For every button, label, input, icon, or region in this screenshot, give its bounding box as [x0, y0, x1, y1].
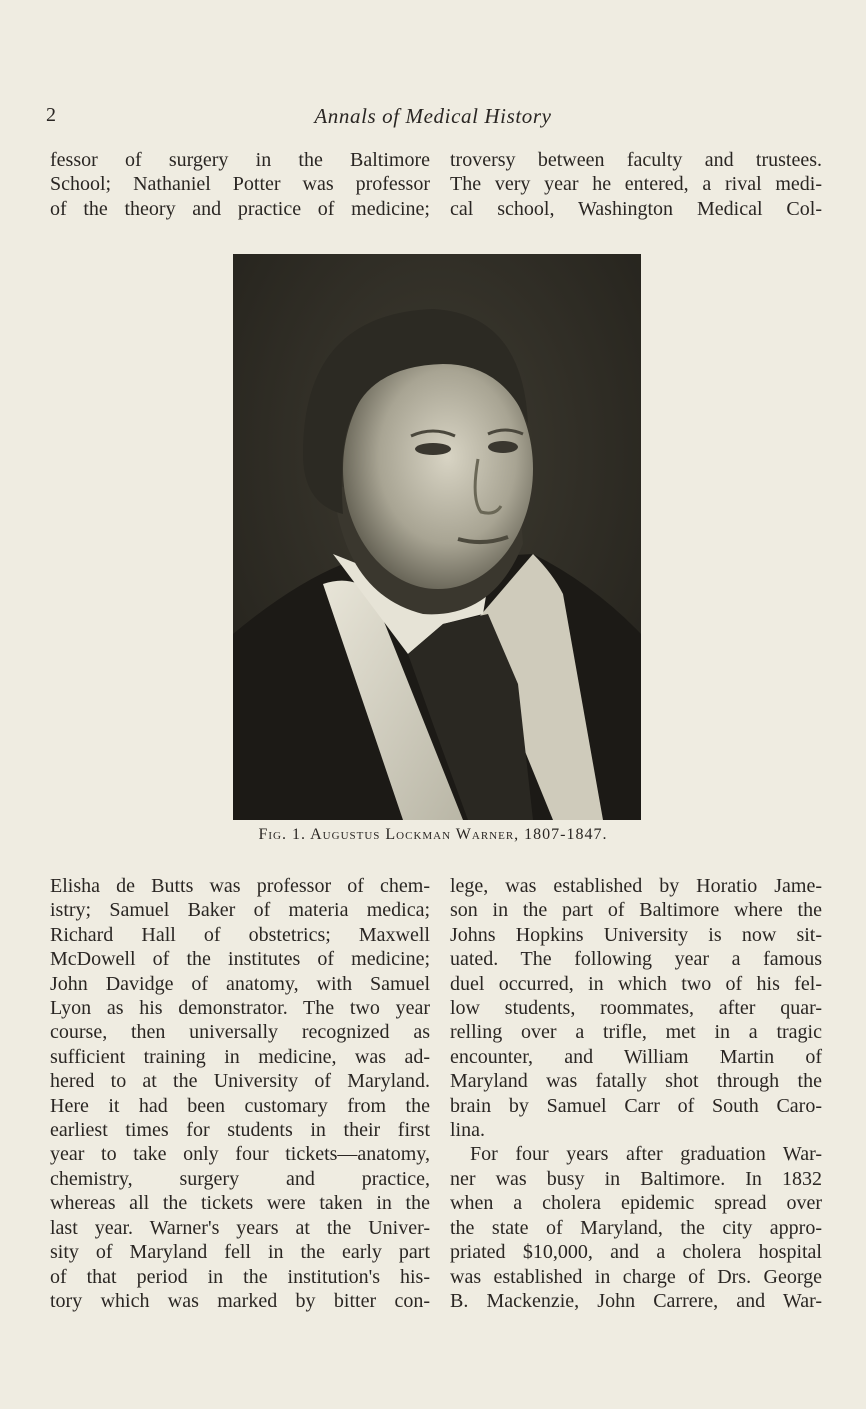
text-line: Richard Hall of obstetrics; Maxwell — [50, 923, 430, 946]
text-line: sity of Maryland fell in the early part — [50, 1241, 430, 1264]
text-line: encounter, and William Martin of — [450, 1045, 822, 1068]
text-line: the state of Maryland, the city appro- — [450, 1216, 822, 1239]
text-line: School; Nathaniel Potter was professor — [50, 173, 430, 196]
text-line: brain by Samuel Carr of South Caro- — [450, 1094, 822, 1117]
text-line: Elisha de Butts was professor of chem- — [50, 875, 430, 897]
text-line: low students, roommates, after quar- — [450, 997, 822, 1020]
page-number: 2 — [46, 104, 57, 126]
text-line: cal school, Washington Medical Col- — [450, 197, 822, 220]
text-line: chemistry, surgery and practice, — [50, 1167, 430, 1190]
text-line: when a cholera epidemic spread over — [450, 1192, 822, 1215]
text-line: John Davidge of anatomy, with Samuel — [50, 972, 430, 995]
text-line: The very year he entered, a rival medi- — [450, 173, 822, 196]
text-line: was established in charge of Drs. George — [450, 1265, 822, 1288]
text-line: Maryland was fatally shot through the — [450, 1070, 822, 1093]
text-line: Here it had been customary from the — [50, 1094, 430, 1117]
text-line: son in the part of Baltimore where the — [450, 899, 822, 922]
portrait-figure — [233, 254, 641, 820]
text-line: For four years after graduation War- — [470, 1143, 822, 1166]
bottom-left-column — [50, 874, 430, 1313]
top-left-column — [50, 148, 430, 221]
text-line: tory which was marked by bitter con- — [50, 1289, 430, 1312]
text-line: sufficient training in medicine, was ad- — [50, 1045, 430, 1068]
text-line: hered to at the University of Maryland. — [50, 1070, 430, 1093]
text-line: ner was busy in Baltimore. In 1832 — [450, 1167, 822, 1190]
text-line: of the theory and practice of medicine; — [50, 197, 430, 220]
text-line: relling over a trifle, met in a tragic — [450, 1021, 822, 1044]
text-line: last year. Warner's years at the Univer- — [50, 1216, 430, 1239]
text-line: Johns Hopkins University is now sit- — [450, 923, 822, 946]
text-line: priated $10,000, and a cholera hospital — [450, 1241, 822, 1264]
text-line: year to take only four tickets—anatomy, — [50, 1143, 430, 1166]
portrait-photo — [233, 254, 641, 820]
figure-caption: Fig. 1. Augustus Lockman Warner, 1807-1847. — [258, 826, 608, 843]
running-head: Annals of Medical History — [314, 104, 552, 128]
text-line: McDowell of the institutes of medicine; — [50, 948, 430, 971]
top-right-column — [450, 148, 822, 221]
text-line: lege, was established by Horatio Jame- — [450, 875, 822, 897]
text-line: Lyon as his demonstrator. The two year — [50, 997, 430, 1020]
text-line: whereas all the tickets were taken in the — [50, 1192, 430, 1215]
text-line: uated. The following year a famous — [450, 948, 822, 971]
text-line: troversy between faculty and trustees. — [450, 149, 822, 171]
text-line: fessor of surgery in the Baltimore — [50, 149, 430, 171]
text-line: course, then universally recognized as — [50, 1021, 430, 1044]
text-line: istry; Samuel Baker of materia medica; — [50, 899, 430, 922]
text-line: B. Mackenzie, John Carrere, and War- — [450, 1289, 822, 1312]
text-line: earliest times for students in their first — [50, 1119, 430, 1142]
bottom-right-column — [450, 874, 822, 1313]
text-line: of that period in the institution's his- — [50, 1265, 430, 1288]
text-line: lina. — [450, 1119, 485, 1142]
text-line: duel occurred, in which two of his fel- — [450, 972, 822, 995]
